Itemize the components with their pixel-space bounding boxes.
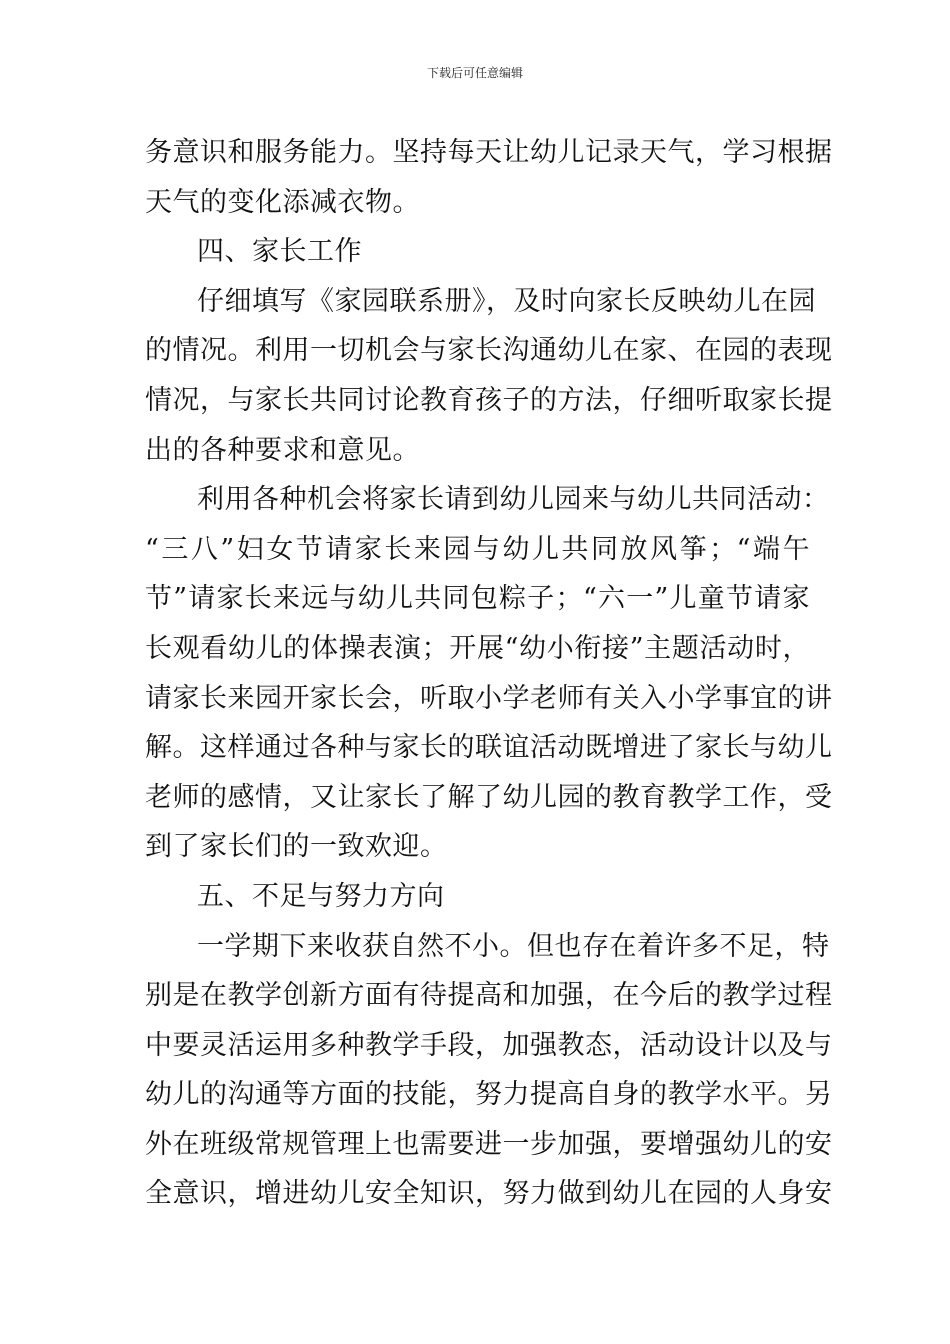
text-line: 出的各种要求和意见。 bbox=[145, 434, 420, 466]
text-line: 中要灵活运用多种教学手段，加强教态，活动设计以及与 bbox=[145, 1029, 833, 1061]
text-line: 幼儿的沟通等方面的技能，努力提高自身的教学水平。另 bbox=[145, 1079, 833, 1111]
text-line: 外在班级常规管理上也需要进一步加强，要增强幼儿的安 bbox=[145, 1128, 833, 1160]
text-line: 情况，与家长共同讨论教育孩子的方法，仔细听取家长提 bbox=[145, 384, 833, 416]
text-line: 天气的变化添减衣物。 bbox=[145, 186, 420, 218]
text-line: 五、不足与努力方向 bbox=[197, 880, 445, 912]
text-line: 老师的感情，又让家长了解了幼儿园的教育教学工作，受 bbox=[145, 781, 833, 813]
text-line: 四、家长工作 bbox=[197, 236, 362, 268]
document-body bbox=[145, 128, 833, 1219]
text-line: 节”请家长来远与幼儿共同包粽子；“六一”儿童节请家 bbox=[145, 583, 810, 615]
text-line: 请家长来园开家长会，听取小学老师有关入小学事宜的讲 bbox=[145, 682, 833, 714]
text-line: 别是在教学创新方面有待提高和加强，在今后的教学过程 bbox=[145, 980, 833, 1012]
text-line: “三八”妇女节请家长来园与幼儿共同放风筝；“端午 bbox=[145, 533, 810, 565]
page-header: 下载后可任意编辑 bbox=[426, 66, 523, 80]
text-line: 利用各种机会将家长请到幼儿园来与幼儿共同活动： bbox=[197, 484, 830, 516]
text-line: 一学期下来收获自然不小。但也存在着许多不足，特 bbox=[197, 930, 830, 962]
text-line: 仔细填写《家园联系册》，及时向家长反映幼儿在园 bbox=[197, 285, 816, 317]
text-line: 务意识和服务能力。坚持每天让幼儿记录天气，学习根据 bbox=[145, 137, 833, 168]
text-line: 的情况。利用一切机会与家长沟通幼儿在家、在园的表现 bbox=[145, 335, 833, 367]
text-line: 全意识，增进幼儿安全知识，努力做到幼儿在园的人身安 bbox=[145, 1178, 833, 1210]
text-line: 到了家长们的一致欢迎。 bbox=[145, 831, 448, 863]
text-line: 解。这样通过各种与家长的联谊活动既增进了家长与幼儿 bbox=[145, 732, 833, 764]
text-line: 长观看幼儿的体操表演；开展“幼小衔接”主题活动时， bbox=[145, 632, 810, 664]
